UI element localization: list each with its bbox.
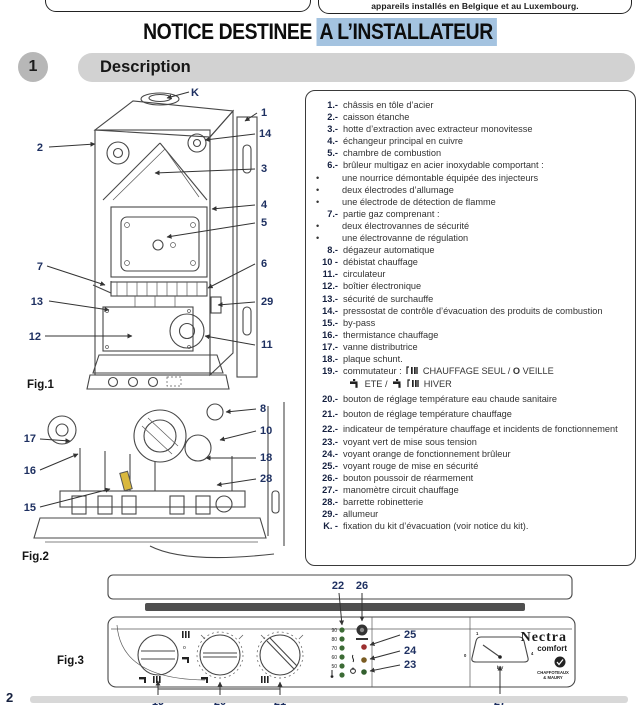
svg-text:18: 18: [260, 452, 273, 464]
page-number: 2: [6, 690, 14, 705]
commutateur-label: commutateur :: [343, 366, 402, 377]
fig1-diagram: [15, 85, 305, 397]
part-text: dégazeur automatique: [343, 245, 435, 256]
title-highlight: A L’INSTALLATEUR: [317, 18, 497, 46]
radiator-icon: [406, 366, 418, 375]
flame-icon: [352, 655, 353, 662]
page-title: [0, 19, 640, 45]
part-number: 22.-: [322, 424, 338, 435]
parts-list-item: [312, 472, 629, 484]
svg-text:6: 6: [261, 258, 268, 270]
parts-list-item: [312, 280, 629, 292]
section-title: Description: [100, 58, 191, 76]
part-number: 11.-: [322, 269, 338, 280]
part-text: voyant rouge de mise en sécurité: [343, 460, 479, 471]
brand-sub: comfort: [537, 644, 567, 653]
part-number: 28.-: [322, 497, 338, 507]
part-number: 27.-: [322, 484, 338, 495]
radiator-icon: [153, 676, 161, 683]
part-number: 29.-: [322, 509, 338, 520]
svg-text:29: 29: [261, 296, 274, 308]
parts-list-item: [312, 353, 629, 365]
part-number: 8.-: [327, 245, 338, 256]
standby-symbol: O: [512, 366, 521, 377]
radiator-icon: [182, 631, 190, 638]
top-right-note: appareils installés en Belgique et au Luxembourg.: [371, 1, 579, 11]
part-number: 16.-: [322, 329, 338, 340]
parts-list-item: [312, 147, 629, 159]
parts-list-item: [312, 496, 629, 508]
green-led: [361, 669, 367, 675]
part-text: manomètre circuit chauffage: [343, 484, 459, 495]
part-text: barrette robinetterie: [343, 497, 424, 507]
parts-list-item: [312, 244, 629, 256]
parts-list-item: [312, 159, 629, 171]
parts-list-item: [312, 448, 629, 460]
part-number: 12.-: [322, 281, 338, 292]
winter-label: HIVER: [423, 379, 452, 390]
top-left-box: [45, 0, 311, 12]
radiator-icon: [261, 676, 269, 683]
parts-list-item: [312, 484, 629, 496]
green-led: [339, 645, 344, 650]
green-led: [339, 654, 344, 659]
parts-list-item: [312, 460, 629, 472]
part-text: allumeur: [343, 509, 379, 520]
svg-text:12: 12: [28, 331, 41, 343]
part-text: circulateur: [343, 269, 386, 280]
parts-list-bullet: [312, 196, 629, 208]
top-right-note-box: [318, 0, 632, 14]
part-number: 1.-: [327, 100, 338, 110]
svg-text:23: 23: [404, 659, 417, 671]
part-text: deux électrovannes de sécurité: [342, 220, 470, 231]
svg-text:17: 17: [23, 433, 36, 445]
svg-text:4: 4: [261, 199, 268, 211]
part-text: une nourrice démontable équipée des injecteurs: [342, 172, 539, 183]
svg-text:14: 14: [259, 128, 272, 140]
svg-text:3: 3: [261, 163, 268, 175]
svg-text:8: 8: [260, 403, 267, 415]
parts-list-item: [312, 123, 629, 135]
parts-list-item: [312, 508, 629, 520]
tap-icon: [139, 677, 146, 683]
parts-list-item: [312, 111, 629, 123]
parts-list-item: [312, 317, 629, 329]
parts-list-bullet: [312, 172, 629, 184]
fig3-label: Fig.3: [57, 655, 84, 667]
slash: /: [507, 366, 511, 377]
casing-band: [145, 603, 525, 611]
parts-list-item: [312, 423, 629, 435]
parts-list-item: [312, 329, 629, 341]
bullet-glyph: •: [316, 233, 320, 244]
parts-list-item: [312, 208, 629, 220]
bullet-glyph: •: [316, 220, 320, 231]
svg-text:& MAURY: & MAURY: [543, 675, 563, 680]
fig2-leader-lines: [40, 409, 256, 507]
parts-list-item: [312, 268, 629, 280]
part-number: 18.-: [322, 353, 338, 364]
boiler-front-art: [87, 93, 257, 389]
part-text: pressostat de contrôle d’évacuation des produits de combustion: [343, 305, 603, 316]
svg-text:K: K: [191, 87, 199, 99]
part-text: [343, 365, 629, 390]
svg-text:5: 5: [261, 217, 268, 229]
svg-text:25: 25: [404, 629, 417, 641]
svg-text:7: 7: [36, 261, 43, 273]
fig2-label: Fig.2: [22, 551, 49, 563]
parts-list-item: [312, 365, 629, 390]
part-number: 21.-: [322, 409, 338, 420]
part-number: 14.-: [322, 305, 338, 316]
tap-icon: [392, 379, 403, 388]
dhw-temp-knob: [197, 632, 243, 683]
part-text: brûleur multigaz en acier inoxydable comportant :: [343, 160, 544, 171]
slash: /: [385, 379, 388, 390]
bullet-glyph: •: [316, 172, 320, 183]
svg-text:22: 22: [331, 580, 345, 592]
parts-list-bullet: [312, 232, 629, 244]
heating-only-label: CHAUFFAGE SEUL: [422, 366, 506, 377]
svg-text:10: 10: [260, 425, 273, 437]
part-number: 13.-: [322, 293, 338, 304]
svg-text:80: 80: [331, 637, 337, 643]
svg-text:60: 60: [331, 655, 337, 661]
part-text: boîtier électronique: [343, 281, 422, 292]
fig2-diagram: [10, 396, 305, 568]
part-number: 3.-: [327, 124, 338, 135]
bullet-glyph: •: [316, 184, 320, 195]
part-text: bouton poussoir de réarmement: [343, 472, 474, 483]
heating-temp-knob: [257, 632, 303, 683]
part-number: 7.-: [327, 208, 338, 219]
part-number: 25.-: [322, 460, 338, 471]
parts-list-item: [312, 135, 629, 147]
parts-list-bullet: [312, 184, 629, 196]
part-number: 20.-: [322, 394, 338, 405]
part-number: 4.-: [327, 136, 338, 147]
svg-text:28: 28: [260, 473, 273, 485]
svg-text:2: 2: [36, 142, 43, 154]
part-text: voyant vert de mise sous tension: [343, 436, 477, 447]
power-icon: [351, 668, 356, 674]
green-led: [339, 663, 344, 668]
part-text: plaque schunt.: [343, 353, 403, 364]
svg-text:90: 90: [331, 628, 337, 634]
part-number: K. -: [323, 521, 338, 532]
part-text: débistat chauffage: [343, 257, 418, 268]
footer-bar: [30, 696, 628, 703]
part-text: bouton de réglage température chauffage: [343, 409, 512, 420]
parts-list-item: [312, 305, 629, 317]
svg-text:4: 4: [531, 651, 534, 656]
part-text: échangeur principal en cuivre: [343, 136, 464, 147]
green-led: [339, 627, 344, 632]
led-temperature-scale: [331, 627, 345, 678]
parts-list: [305, 90, 636, 566]
part-number: 19.-: [322, 366, 338, 377]
part-text: deux électrodes d’allumage: [342, 184, 454, 195]
parts-list-item: [312, 99, 629, 111]
svg-text:CHAFFOTEAUX: CHAFFOTEAUX: [537, 670, 569, 675]
maker-logo-icon: [555, 657, 566, 668]
parts-list-item: [312, 408, 629, 420]
svg-text:0: 0: [464, 653, 467, 658]
section-number-badge: 1: [18, 52, 48, 82]
commutateur-line2: [347, 378, 629, 390]
svg-text:1: 1: [476, 631, 479, 636]
svg-text:15: 15: [23, 502, 36, 514]
part-number: 6.-: [327, 160, 338, 171]
red-led: [361, 644, 367, 650]
part-text: indicateur de température chauffage et incidents de fonctionnement: [343, 424, 618, 435]
svg-text:11: 11: [261, 339, 273, 351]
part-text: voyant orange de fonctionnement brûleur: [343, 448, 511, 459]
thermometer-icon: [331, 670, 334, 678]
part-text: caisson étanche: [343, 112, 410, 123]
part-text: bouton de réglage température eau chaude sanitaire: [343, 394, 558, 405]
part-text: thermistance chauffage: [343, 329, 439, 340]
part-text: une électrovanne de régulation: [342, 233, 469, 244]
part-number: 23.-: [322, 436, 338, 447]
svg-text:1: 1: [261, 107, 268, 119]
summer-label: ETE: [364, 379, 383, 390]
parts-list-item: [312, 520, 629, 532]
part-text: une électrode de détection de flamme: [342, 196, 496, 207]
svg-text:13: 13: [30, 296, 43, 308]
part-text: sécurité de surchauffe: [343, 293, 434, 304]
status-indicators: [351, 625, 368, 675]
brand-name: Nectra: [520, 630, 567, 645]
part-number: 24.-: [322, 448, 338, 459]
part-number: 5.-: [327, 148, 338, 159]
part-text: fixation du kit d’évacuation (voir notice du kit).: [343, 521, 529, 532]
tap-icon: [182, 657, 189, 663]
fig1-label: Fig.1: [27, 379, 54, 391]
parts-list-bullet: [312, 220, 629, 232]
part-text: chambre de combustion: [343, 148, 442, 159]
parts-list-item: [312, 256, 629, 268]
control-panel-art: [108, 617, 575, 687]
part-text: partie gaz comprenant :: [343, 208, 440, 219]
standby-label: VEILLE: [522, 366, 554, 377]
parts-list-item: [312, 293, 629, 305]
part-number: 17.-: [322, 341, 338, 352]
orange-led: [361, 657, 367, 663]
section-header-bar: [78, 53, 635, 82]
green-led: [339, 636, 344, 641]
svg-text:bar: bar: [496, 665, 504, 670]
hydraulic-group-art: [34, 402, 284, 558]
part-number: 2.-: [327, 112, 338, 123]
parts-list-item: [312, 393, 629, 405]
standby-symbol: o: [183, 645, 186, 651]
fig3-diagram: [55, 573, 585, 708]
part-text: hotte d’extraction avec extracteur monovitesse: [343, 124, 533, 135]
svg-text:24: 24: [404, 645, 417, 657]
svg-text:16: 16: [23, 465, 36, 477]
part-text: vanne distributrice: [343, 341, 418, 352]
svg-text:26: 26: [355, 580, 369, 592]
svg-text:70: 70: [331, 646, 337, 652]
part-number: 26.-: [322, 472, 338, 483]
part-text: châssis en tôle d’acier: [343, 100, 434, 110]
bullet-glyph: •: [316, 196, 320, 207]
part-text: by-pass: [343, 317, 376, 328]
title-prefix: NOTICE DESTINEE: [142, 19, 317, 44]
parts-list-item: [312, 436, 629, 448]
green-led: [339, 672, 344, 677]
part-number: 15.-: [322, 317, 338, 328]
svg-text:50: 50: [331, 664, 337, 670]
parts-list-item: [312, 341, 629, 353]
part-number: 10 -: [322, 257, 338, 268]
tap-icon: [349, 379, 360, 388]
radiator-icon: [407, 379, 419, 388]
